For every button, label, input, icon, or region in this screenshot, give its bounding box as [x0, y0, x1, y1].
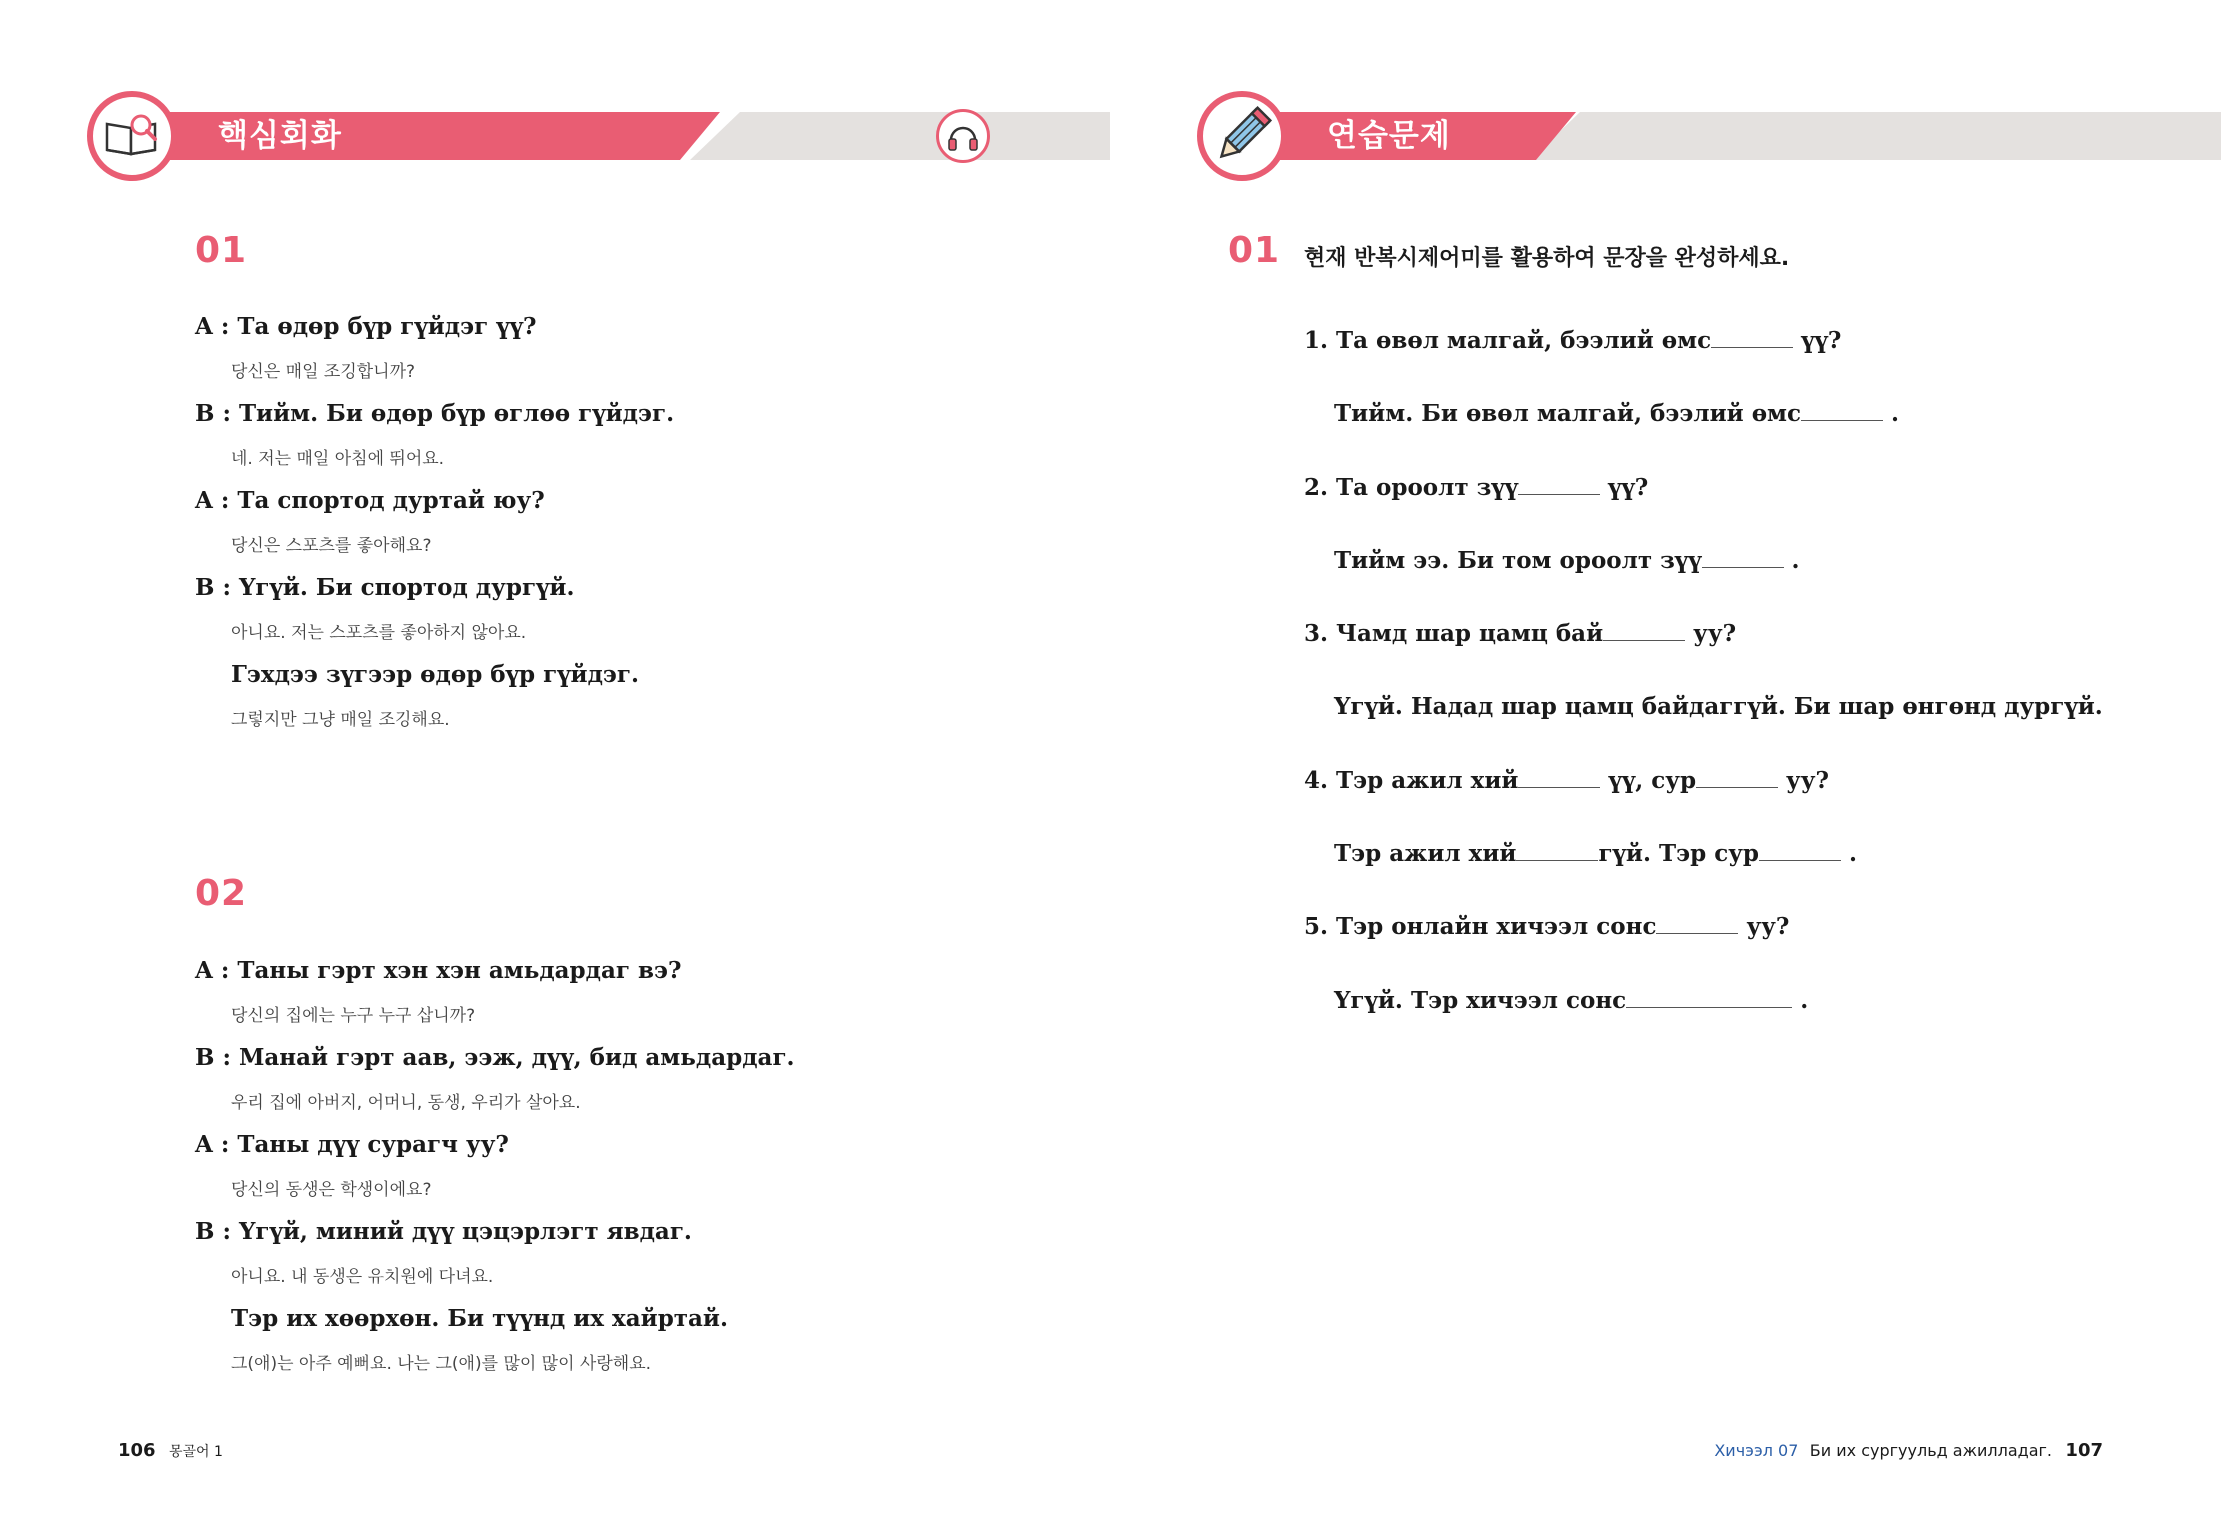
- dialogue-line: B : Үгүй, миний дүү цэцэрлэгт явдаг.: [195, 1218, 692, 1245]
- exercise-instruction: 현재 반복시제어미를 활용하여 문장을 완성하세요.: [1304, 246, 1790, 271]
- dialogue-translation: 당신은 매일 조깅합니까?: [231, 362, 416, 382]
- dialogue-line: A : Та өдөр бүр гүйдэг үү?: [195, 313, 537, 340]
- dialogue-line: Гэхдээ зүгээр өдөр бүр гүйдэг.: [231, 661, 640, 688]
- right-footer: [1714, 1440, 2103, 1461]
- dialogue-translation: 네. 저는 매일 아침에 뛰어요.: [231, 449, 445, 469]
- right-header-band: [1530, 112, 2221, 160]
- dialogue-line: B : Манай гэрт аав, ээж, дүү, бид амьдардаг.: [195, 1044, 795, 1071]
- dialogue-line: B : Үгүй. Би спортод дургүй.: [195, 574, 575, 601]
- dialogue-line: B : Тийм. Би өдөр бүр өглөө гүйдэг.: [195, 400, 675, 427]
- lesson-title: Би их сургуульд ажилладаг.: [1809, 1441, 2053, 1460]
- dialogue-translation: 당신은 스포츠를 좋아해요?: [231, 536, 432, 556]
- exercise-question-4: 4. Тэр ажил хий үү, сур уу?: [1304, 767, 1829, 794]
- dialogue-line: A : Таны дүү сурагч уу?: [195, 1131, 509, 1158]
- exercise-answer-3: Үгүй. Надад шар цамц байдаггүй. Би шар өнгөнд дургүй.: [1334, 693, 2103, 720]
- left-header-title: 핵심회화: [218, 118, 342, 154]
- exercise-question-2: 2. Та ороолт зүү үү?: [1304, 474, 1649, 501]
- left-footer: [118, 1440, 223, 1461]
- pencil-icon: [1203, 97, 1281, 175]
- answer-blank[interactable]: [1516, 859, 1598, 861]
- right-header-icon-badge: [1197, 91, 1287, 181]
- right-header-title: 연습문제: [1327, 118, 1451, 154]
- answer-blank[interactable]: [1801, 419, 1883, 421]
- exercise-question-1: 1. Та өвөл малгай, бээлий өмс үү?: [1304, 327, 1842, 354]
- section-number-02: 02: [195, 873, 248, 914]
- answer-blank[interactable]: [1759, 859, 1841, 861]
- dialogue-translation: 당신의 집에는 누구 누구 삽니까?: [231, 1006, 476, 1026]
- answer-blank[interactable]: [1696, 786, 1778, 788]
- answer-blank[interactable]: [1518, 493, 1600, 495]
- exercise-number-01: 01: [1228, 230, 1281, 271]
- dialogue-line: A : Таны гэрт хэн хэн амьдардаг вэ?: [195, 957, 682, 984]
- dialogue-line: A : Та спортод дуртай юу?: [195, 487, 545, 514]
- lesson-label: Хичээл 07: [1714, 1441, 1799, 1460]
- book-title: 몽골어 1: [168, 1444, 223, 1460]
- answer-blank[interactable]: [1626, 1006, 1792, 1008]
- dialogue-translation: 아니요. 저는 스포츠를 좋아하지 않아요.: [231, 623, 527, 643]
- exercise-answer-4: Тэр ажил хий гүй. Тэр сур .: [1334, 840, 1858, 867]
- dialogue-translation: 우리 집에 아버지, 어머니, 동생, 우리가 살아요.: [231, 1093, 581, 1113]
- page-number: 106: [118, 1440, 156, 1461]
- exercise-question-5: 5. Тэр онлайн хичээл сонс уу?: [1304, 913, 1790, 940]
- answer-blank[interactable]: [1603, 639, 1685, 641]
- dialogue-translation: 아니요. 내 동생은 유치원에 다녀요.: [231, 1267, 494, 1287]
- exercise-answer-2: Тийм ээ. Би том ороолт зүү .: [1334, 547, 1800, 574]
- dialogue-translation: 당신의 동생은 학생이에요?: [231, 1180, 432, 1200]
- book-magnifier-icon: [93, 97, 171, 175]
- exercise-answer-1: Тийм. Би өвөл малгай, бээлий өмс .: [1334, 400, 1900, 427]
- dialogue-translation: 그(애)는 아주 예뻐요. 나는 그(애)를 많이 많이 사랑해요.: [231, 1354, 652, 1374]
- headphones-icon[interactable]: [939, 112, 987, 160]
- page-number: 107: [2065, 1440, 2103, 1461]
- left-header-band: [690, 112, 1110, 160]
- answer-blank[interactable]: [1702, 566, 1784, 568]
- answer-blank[interactable]: [1711, 346, 1793, 348]
- dialogue-translation: 그렇지만 그냥 매일 조깅해요.: [231, 710, 450, 730]
- audio-icon-badge[interactable]: [936, 109, 990, 163]
- section-number-01: 01: [195, 230, 248, 271]
- exercise-answer-5: Үгүй. Тэр хичээл сонс .: [1334, 987, 1809, 1014]
- answer-blank[interactable]: [1656, 932, 1738, 934]
- dialogue-line: Тэр их хөөрхөн. Би түүнд их хайртай.: [231, 1305, 728, 1332]
- answer-blank[interactable]: [1518, 786, 1600, 788]
- exercise-question-3: 3. Чамд шар цамц бай уу?: [1304, 620, 1737, 647]
- left-header-icon-badge: [87, 91, 177, 181]
